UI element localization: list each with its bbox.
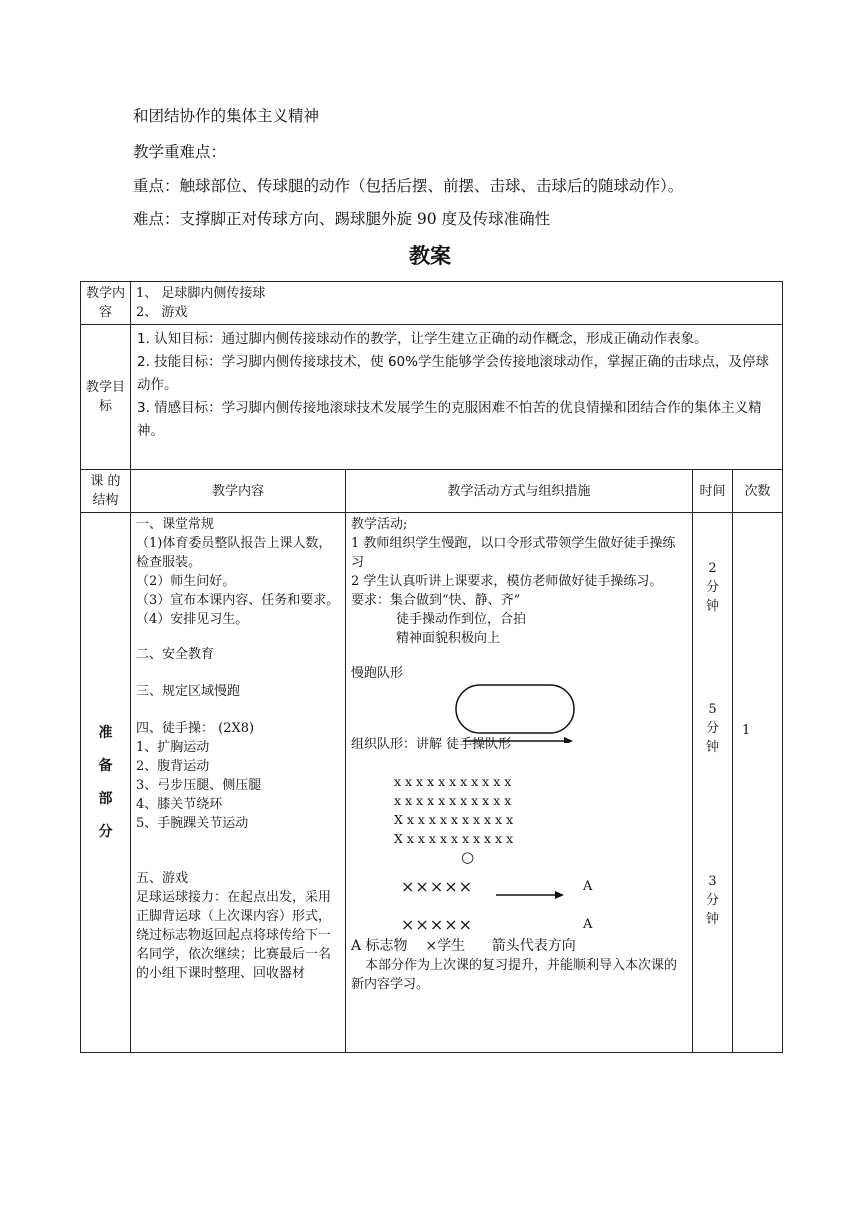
count-column bbox=[733, 513, 783, 1053]
marker-2: A bbox=[583, 917, 593, 932]
header-content: 教学内容 bbox=[131, 470, 346, 513]
goal-affective: 3. 情感目标：学习脚内侧传接地滚球技术发展学生的克服困难不怕苦的优良情操和团结合作的集体主义精神。 bbox=[137, 400, 762, 439]
jogging-formation-label: 慢跑队形 bbox=[351, 666, 404, 681]
content-line: （1)体育委员整队报告上课人数，检查服装。 bbox=[136, 536, 332, 570]
exercise-formation bbox=[351, 772, 687, 867]
count-value: 1 bbox=[742, 723, 751, 738]
section-label bbox=[81, 513, 131, 1053]
goals-list bbox=[131, 325, 783, 470]
student-row: x x x x x x x x x x x bbox=[394, 774, 512, 789]
relay-diagram bbox=[351, 873, 687, 937]
time-value: 3 分 钟 bbox=[705, 874, 719, 927]
prep-content bbox=[131, 513, 346, 1053]
student-row: X x x x x x x x x x x bbox=[394, 831, 514, 846]
section-char: 部 bbox=[98, 790, 113, 807]
header-structure: 课 的结构 bbox=[81, 470, 131, 513]
content-items bbox=[131, 282, 783, 325]
content-line: 4、膝关节绕环 bbox=[136, 797, 223, 812]
key-points: 重点：触球部位、传球腿的动作（包括后摆、前摆、击球、击球后的随球动作）。 bbox=[133, 177, 684, 195]
activity-line: 徒手操动作到位，合拍 bbox=[396, 612, 527, 627]
time-column bbox=[693, 513, 733, 1053]
content-line: 3、弓步压腿、侧压腿 bbox=[136, 778, 262, 793]
activity-line: 1 教师组织学生慢跑，以口令形式带领学生做好徒手操练习 bbox=[351, 536, 676, 570]
header-count: 次数 bbox=[733, 470, 783, 513]
content-line: 足球运球接力：在起点出发，采用正脚背运球（上次课内容）形式，绕过标志物返回起点将球传给下一名同学，依次继续；比赛最后一名的小组下课时整理、回收器材 bbox=[136, 890, 332, 981]
prep-activities bbox=[346, 513, 693, 1053]
activity-line: 教学活动; bbox=[351, 517, 408, 532]
section-char: 备 bbox=[98, 757, 113, 774]
student-row: x x x x x x x x x x x bbox=[394, 793, 512, 808]
student-row: X x x x x x x x x x x bbox=[394, 812, 514, 827]
time-value: 2 分 钟 bbox=[705, 561, 719, 614]
row-prep-section bbox=[81, 513, 783, 1053]
activity-line: 要求：集合做到“快、静、齐” bbox=[351, 593, 521, 608]
content-line: 四、徒手操： (2X8) bbox=[136, 721, 255, 736]
content-line: 一、课堂常规 bbox=[136, 517, 215, 532]
relay-team-2: ××××× bbox=[401, 915, 474, 934]
jogging-track bbox=[456, 685, 574, 733]
goals-label: 教学目标 bbox=[81, 325, 131, 470]
time-value: 5 分 钟 bbox=[705, 702, 719, 755]
relay-arrow bbox=[496, 889, 566, 901]
row-header bbox=[81, 470, 783, 513]
content-line: 二、安全教育 bbox=[136, 647, 215, 662]
content-line: 5、手腕踝关节运动 bbox=[136, 816, 249, 831]
content-line: （3）宣布本课内容、任务和要求。 bbox=[136, 593, 340, 608]
activity-line: 2 学生认真听讲上课要求，模仿老师做好徒手操练习。 bbox=[351, 574, 663, 589]
difficulties: 难点：支撑脚正对传球方向、踢球腿外旋 90 度及传球准确性 bbox=[133, 210, 551, 228]
intro-line-1: 和团结协作的集体主义精神 bbox=[133, 107, 320, 125]
content-line: （2）师生问好。 bbox=[136, 574, 236, 589]
content-item: 2、 游戏 bbox=[136, 305, 188, 320]
header-time: 时间 bbox=[693, 470, 733, 513]
row-content bbox=[81, 282, 783, 325]
content-line: （4）安排见习生。 bbox=[136, 612, 249, 627]
jogging-track-diagram bbox=[351, 683, 686, 743]
header-activities: 教学活动方式与组织措施 bbox=[346, 470, 693, 513]
goal-cognitive: 1. 认知目标：通过脚内侧传接球动作的教学，让学生建立正确的动作概念，形成正确动作表象。 bbox=[137, 331, 708, 347]
document-title: 教案 bbox=[409, 244, 451, 268]
marker-1: A bbox=[583, 879, 593, 894]
section-char: 准 bbox=[98, 724, 113, 741]
content-line: 五、游戏 bbox=[136, 871, 189, 886]
teacher-marker: ○ bbox=[461, 848, 475, 866]
intro-line-2: 教学重难点： bbox=[133, 143, 227, 161]
formation-label: 组织队形：讲解 徒手操队形 bbox=[351, 737, 512, 752]
section-summary: 本部分作为上次课的复习提升，并能顺利导入本次课的新内容学习。 bbox=[351, 958, 678, 992]
content-line: 1、扩胸运动 bbox=[136, 740, 210, 755]
relay-team-1: ××××× bbox=[401, 877, 474, 896]
diagram-legend: A 标志物 ×学生 箭头代表方向 bbox=[351, 938, 576, 954]
content-label: 教学内容 bbox=[81, 282, 131, 325]
section-char: 分 bbox=[98, 823, 113, 840]
goal-skill: 2. 技能目标：学习脚内侧传接球技术，使 60%学生能够学会传接地滚球动作，掌握正确的击球点，及停球动作。 bbox=[137, 354, 769, 393]
content-line: 2、腹背运动 bbox=[136, 759, 210, 774]
row-goals bbox=[81, 325, 783, 470]
content-item: 1、 足球脚内侧传接球 bbox=[136, 286, 266, 301]
lesson-plan-table bbox=[80, 281, 783, 1053]
content-line: 三、规定区域慢跑 bbox=[136, 684, 241, 699]
activity-line: 精神面貌积极向上 bbox=[396, 631, 501, 646]
